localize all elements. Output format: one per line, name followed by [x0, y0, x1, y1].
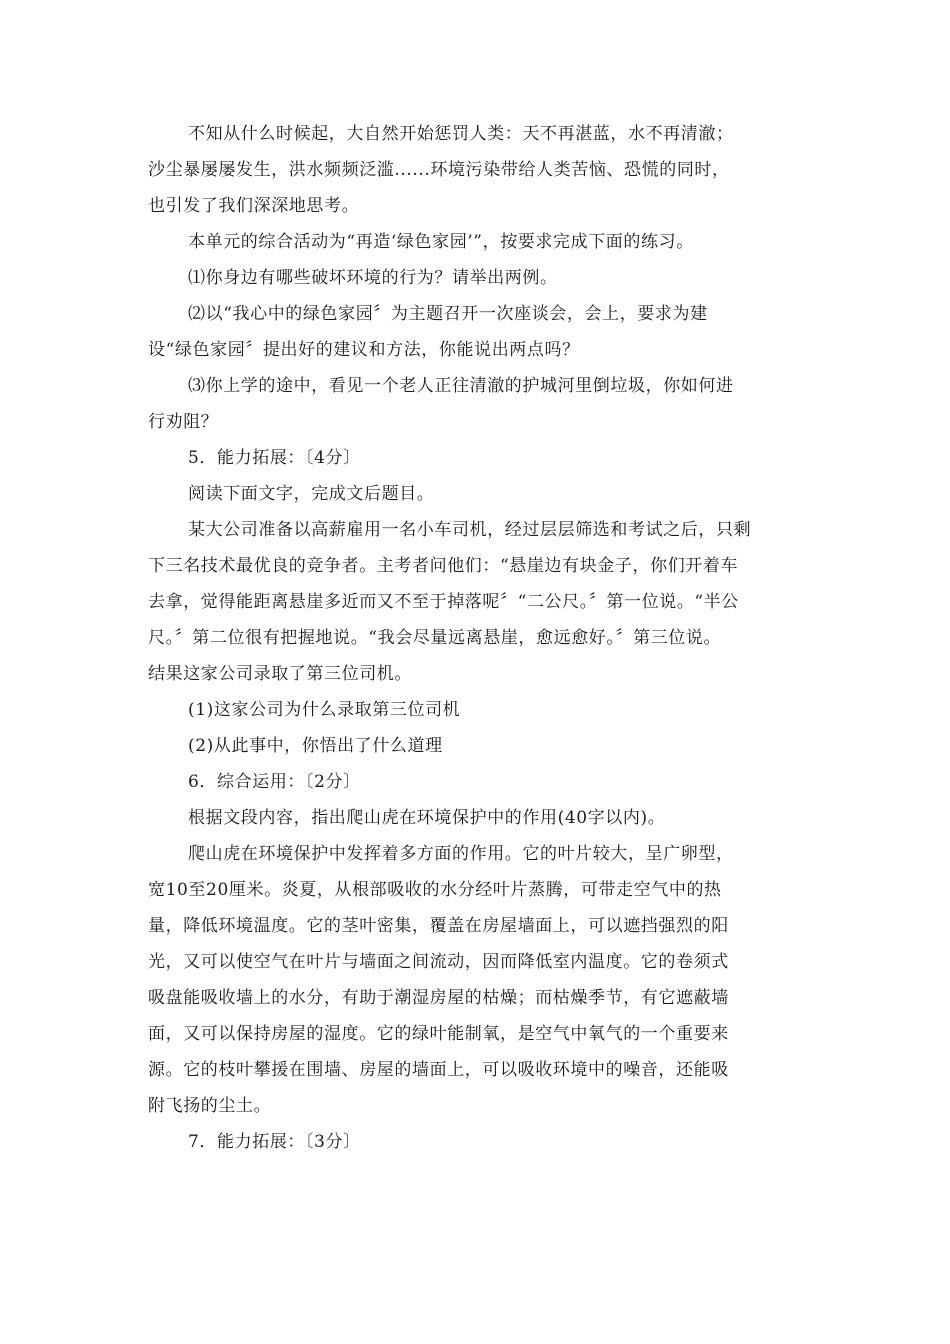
text-line: 爬山虎在环境保护中发挥着多方面的作用。它的叶片较大，呈广卵型， — [188, 844, 734, 864]
question-item-2 — [148, 296, 800, 368]
text-line: 面，又可以保持房屋的湿度。它的绿叶能制氧，是空气中氧气的一个重要来 — [148, 1024, 729, 1044]
text-line: (2)从此事中，你悟出了什么道理 — [188, 736, 443, 756]
text-line: ⑵以“我心中的绿色家园〞为主题召开一次座谈会，会上，要求为建 — [188, 304, 708, 324]
text-line: 7．能力拓展：〔3分〕 — [188, 1132, 361, 1152]
text-line: 不知从什么时候起，大自然开始惩罚人类：天不再湛蓝，水不再清澈； — [188, 124, 734, 144]
sub-question-1 — [148, 692, 800, 728]
paragraph-ivy — [148, 836, 800, 1124]
text-line: ⑴你身边有哪些破坏环境的行为？请举出两例。 — [188, 268, 558, 288]
text-line: 也引发了我们深深地思考。 — [148, 196, 360, 216]
text-line: 去拿，觉得能距离悬崖多近而又不至于掉落呢〞“二公尺。〞第一位说。“半公 — [148, 592, 739, 612]
text-line: 源。它的枝叶攀援在围墙、房屋的墙面上，可以吸收环境中的噪音，还能吸 — [148, 1060, 729, 1080]
text-line: 宽10至20厘米。炎夏，从根部吸收的水分经叶片蒸腾，可带走空气中的热 — [148, 880, 722, 900]
paragraph-driver-story — [148, 512, 800, 692]
section-heading-6 — [148, 764, 800, 800]
text-line: 本单元的综合活动为“再造‘绿色家园’”，按要求完成下面的练习。 — [188, 232, 694, 252]
text-line: (1)这家公司为什么录取第三位司机 — [188, 700, 461, 720]
section-heading-5 — [148, 440, 800, 476]
text-line: ⑶你上学的途中，看见一个老人正往清澈的护城河里倒垃圾，你如何进 — [188, 376, 734, 396]
text-line: 设“绿色家园〞提出好的建议和方法，你能说出两点吗？ — [148, 340, 580, 360]
text-line: 量，降低环境温度。它的茎叶密集，覆盖在房屋墙面上，可以遮挡强烈的阳 — [148, 916, 729, 936]
text-line: 附飞扬的尘土。 — [148, 1096, 272, 1116]
paragraph-activity-intro — [148, 224, 800, 260]
question-item-3 — [148, 368, 800, 440]
text-line: 某大公司准备以高薪雇用一名小车司机，经过层层筛选和考试之后，只剩 — [188, 520, 752, 540]
text-line: 光，又可以使空气在叶片与墙面之间流动，因而降低室内温度。它的卷须式 — [148, 952, 729, 972]
question-item-1 — [148, 260, 800, 296]
sub-question-2 — [148, 728, 800, 764]
text-line: 下三名技术最优良的竞争者。主考者问他们：“悬崖边有块金子，你们开着车 — [148, 556, 739, 576]
text-line: 5．能力拓展：〔4分〕 — [188, 448, 361, 468]
task-instruction — [148, 800, 800, 836]
section-heading-7 — [148, 1124, 800, 1160]
text-line: 吸盘能吸收墙上的水分，有助于潮湿房屋的枯燥；而枯燥季节，有它遮蔽墙 — [148, 988, 729, 1008]
text-line: 沙尘暴屡屡发生，洪水频频泛滥......环境污染带给人类苦恼、恐慌的同时， — [148, 160, 730, 180]
text-line: 尺。〞第二位很有把握地说。“我会尽量远离悬崖，愈远愈好。〞第三位说。 — [148, 628, 722, 648]
reading-instruction — [148, 476, 800, 512]
paragraph-intro — [148, 116, 800, 224]
text-line: 行劝阻？ — [148, 412, 219, 432]
text-line: 阅读下面文字，完成文后题目。 — [188, 484, 435, 504]
text-line: 结果这家公司录取了第三位司机。 — [148, 664, 412, 684]
document-body — [148, 116, 800, 1160]
text-line: 根据文段内容，指出爬山虎在环境保护中的作用(40字以内)。 — [188, 808, 666, 828]
text-line: 6．综合运用：〔2分〕 — [188, 772, 361, 792]
